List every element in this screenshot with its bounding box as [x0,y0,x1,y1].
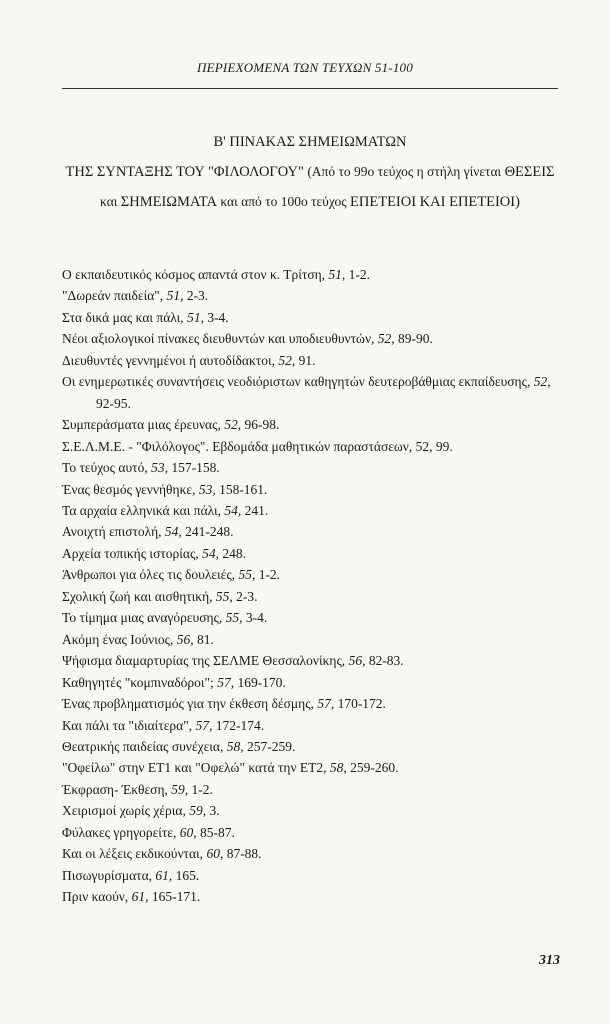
entry-pages: 92-95. [96,395,131,411]
entry-title: Ο εκπαιδευτικός κόσμος απαντά στον κ. Τρίτση, [62,267,329,282]
list-item [62,586,558,607]
entry-title: Αρχεία τοπικής ιστορίας, [62,545,203,561]
entry-pages: 1-2. [255,567,281,583]
entry-pages: 89-90. [394,331,433,347]
entry-volume: 51, [166,288,184,304]
entry-title: Τα αρχαία ελληνικά και πάλι, [62,502,225,518]
entry-title: Πριν καούν, [62,889,132,905]
entry-volume: 54, [164,524,182,540]
list-item [62,479,558,500]
entry-volume: 52, [533,374,551,390]
entry-title: Καθηγητές "κομπιναδόροι"; [62,674,218,690]
entry-pages: 82-83. [365,653,404,669]
entry-title: Διευθυντές γεννημένοι ή αυτοδίδακτοι, [62,352,279,368]
entry-pages: 248. [218,545,246,561]
entry-pages: 241. [241,502,269,518]
entry-title: Ανοιχτή επιστολή, [62,524,165,540]
entry-title: Το τεύχος αυτό, [62,460,152,476]
page-number: 313 [539,953,560,968]
list-item [62,800,558,821]
list-item [62,307,558,328]
entry-title: Συμπεράσματα μιας έρευνας, [62,417,225,433]
entry-pages: 257-259. [243,738,296,754]
entry-volume: 55, [215,588,233,604]
entry-title: Σ.Ε.Λ.Μ.Ε. - "Φιλόλογος". Εβδομάδα μαθητικών παραστάσεων, 52, 99. [62,438,453,454]
entry-title: Οι ενημερωτικές συναντήσεις νεοδιόριστων καθηγητών δευτεροβάθμιας εκπαίδευσης, [62,374,534,390]
list-item [62,371,558,414]
list-item [62,328,558,349]
list-item [62,650,558,671]
entry-volume: 59, [189,803,207,819]
entry-pages: 170-172. [334,696,386,712]
entry-pages: 1-2. [188,781,213,797]
entry-list [62,264,558,908]
entry-title: Ένας προβληματισμός για την έκθεση δέσμης, [62,696,318,712]
entry-pages: 2-3. [183,288,209,304]
entry-volume: 52, [224,417,242,433]
list-item [62,865,558,886]
entry-volume: 61, [131,889,149,905]
list-item [62,736,558,757]
list-item [62,843,558,864]
entry-volume: 55, [238,567,256,583]
entry-volume: 60, [206,846,224,862]
heading-note: (Από το 99ο τεύχος η στήλη γίνεται [303,164,505,179]
entry-volume: 51, [328,267,346,282]
entry-volume: 51, [187,309,204,325]
entry-title: "Οφείλω" στην ΕΤ1 και "Οφελώ" κατά την ΕΤ2, [62,760,330,776]
list-item [62,886,558,907]
entry-pages: 157-158. [167,460,220,476]
list-item [62,264,558,285]
entry-pages: 87-88. [223,846,262,862]
list-item [62,350,558,371]
entry-pages: 165-171. [148,889,201,905]
entry-pages: 2-3. [232,588,258,604]
list-item [62,521,558,542]
entry-volume: 59, [171,781,189,797]
entry-title: Θεατρικής παιδείας συνέχεια, [62,738,227,754]
entry-title: Ακόμη ένας Ιούνιος, [62,631,177,647]
entry-title: Νέοι αξιολογικοί πίνακες διευθυντών και υποδιευθυντών, [62,331,378,347]
list-item [62,822,558,843]
list-item [62,414,558,435]
entry-volume: 61, [155,867,173,883]
list-item [62,757,558,778]
entry-pages: 96-98. [241,417,280,433]
entry-volume: 60, [179,824,197,840]
entry-title: Και πάλι τα "ιδιαίτερα", [62,717,196,733]
entry-pages: 85-87. [196,824,235,840]
list-item [62,672,558,693]
entry-title: Στα δικά μας και πάλι, [62,309,188,325]
entry-pages: 165. [172,867,200,883]
heading-subtitle [62,157,558,217]
entry-pages: 241-248. [181,524,234,540]
entry-volume: 57, [317,696,335,712]
list-item [62,715,558,736]
entry-title: Ψήφισμα διαμαρτυρίας της ΣΕΛΜΕ Θεσσαλονίκης, [62,653,349,669]
header-rule [62,88,558,89]
entry-volume: 58, [226,738,244,754]
entry-volume: 56, [348,653,366,669]
entry-volume: 53, [198,481,216,497]
heading-caps-3: ΣΗΜΕΙΩΜΑΤΑ [120,194,217,210]
heading-caps-4: ΕΠΕΤΕΙΟΙ ΚΑΙ ΕΠΕΤΕΙΟΙ [350,194,516,210]
entry-pages: 158-161. [215,481,268,497]
entry-title: Ένας θεσμός γεννήθηκε, [62,481,199,497]
entry-volume: 55, [225,610,243,626]
entry-title: "Δωρεάν παιδεία", [62,288,167,304]
entry-title: Άνθρωποι για όλες τις δουλειές, [62,567,239,583]
running-head: ΠΕΡΙΕΧΟΜΕΝΑ ΤΩΝ ΤΕΥΧΩΝ 51-100 [197,60,413,75]
entry-pages: 3-4. [242,610,268,626]
heading-title: Β' ΠΙΝΑΚΑΣ ΣΗΜΕΙΩΜΑΤΩΝ [213,134,407,150]
entry-pages: 3-4. [203,309,229,325]
heading-caps-2: ΘΕΣΕΙΣ [504,164,555,180]
list-item [62,285,558,306]
list-item [62,693,558,714]
entry-volume: 56, [176,631,194,647]
entry-volume: 57, [217,674,235,690]
list-item [62,779,558,800]
entry-title: Έκφραση- Έκθεση, [62,781,172,797]
list-item [62,543,558,564]
entry-title: Σχολική ζωή και αισθητική, [62,588,216,604]
entry-pages: 91. [295,352,316,368]
heading-caps: ΤΗΣ ΣΥΝΤΑΞΗΣ ΤΟΥ "ΦΙΛΟΛΟΓΟΥ" [65,164,304,180]
entry-title: Το τίμημα μιας αναγόρευσης, [62,610,226,626]
entry-pages: 81. [193,631,214,647]
list-item [62,457,558,478]
list-item [62,629,558,650]
entry-volume: 57, [195,717,213,733]
entry-title: Και οι λέξεις εκδικούνται, [62,846,207,862]
list-item [62,564,558,585]
entry-volume: 52, [278,352,296,368]
entry-pages: 1-2. [345,267,371,282]
section-heading [62,128,558,217]
entry-title: Φύλακες γρηγορείτε, [62,824,180,840]
entry-volume: 52, [377,331,395,347]
entry-pages: 169-170. [234,674,286,690]
entry-title: Χειρισμοί χωρίς χέρια, [62,803,190,819]
entry-pages: 3. [206,803,220,819]
list-item [62,607,558,628]
list-item [62,500,558,521]
heading-end: ) [515,194,520,210]
entry-pages: 172-174. [212,717,265,733]
entry-volume: 54, [202,545,219,561]
list-item [62,436,558,457]
entry-volume: 54, [224,502,242,518]
entry-title: Πισωγυρίσματα, [62,867,156,883]
entry-pages: 259-260. [346,760,399,776]
heading-and: και [100,194,121,209]
heading-note-2: και από το 100ο τεύχος [217,194,351,209]
entry-volume: 58, [329,760,347,776]
entry-volume: 53, [151,460,168,476]
